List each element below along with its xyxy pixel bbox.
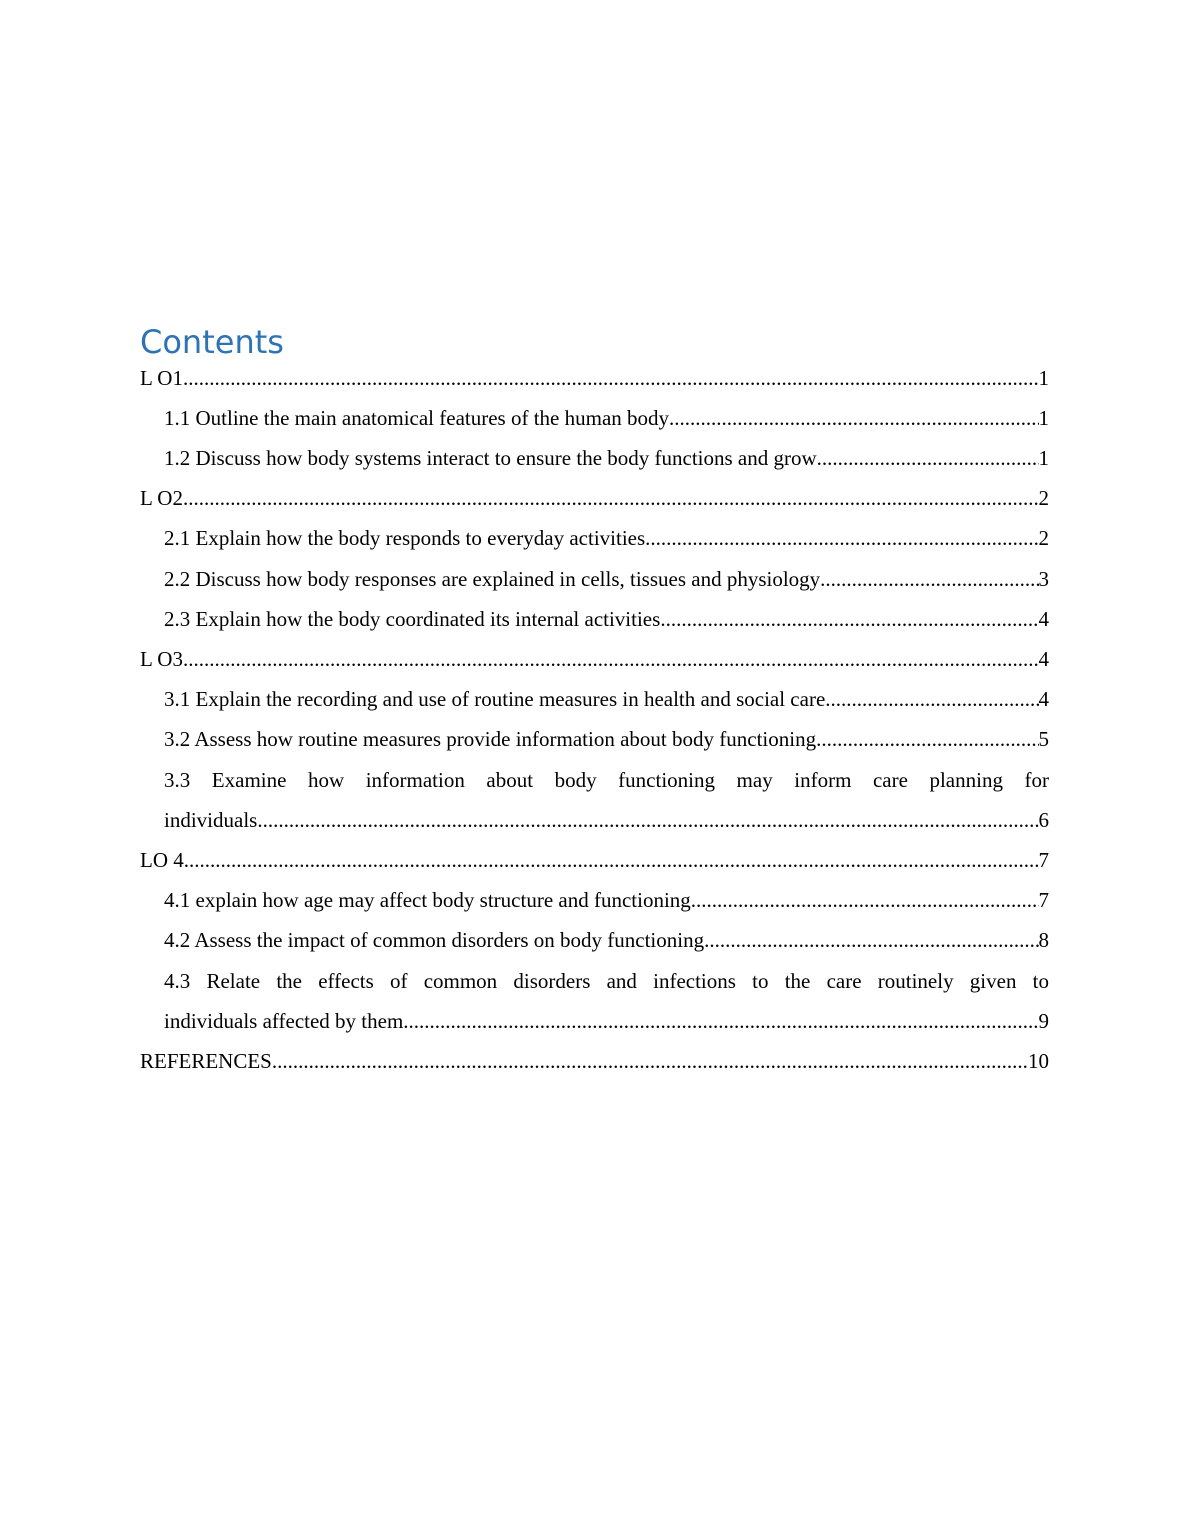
toc-entry-text: 1.2 Discuss how body systems interact to ensure the body functions and grow [164, 445, 817, 470]
toc-dot-leader [183, 647, 1039, 672]
toc-dot-leader [183, 486, 1039, 511]
toc-dot-leader [645, 526, 1038, 551]
toc-entry-text-continued: individuals [164, 807, 258, 832]
toc-entry-2-1[interactable] [140, 519, 1049, 559]
toc-entry-text: 4.3 Relate the effects of common disorders and infections to the care routinely given to [164, 968, 1049, 993]
toc-page-number: 9 [1038, 1008, 1049, 1033]
toc-page-number: 7 [1038, 847, 1049, 872]
toc-entry-lo2[interactable] [140, 479, 1049, 519]
toc-dot-leader [817, 446, 1039, 471]
toc-page-number: 5 [1038, 727, 1049, 752]
toc-page-number: 3 [1038, 566, 1049, 591]
table-of-contents [140, 358, 1049, 1081]
toc-dot-leader [820, 567, 1038, 592]
toc-page-number: 1 [1038, 405, 1049, 430]
toc-dot-leader [183, 366, 1039, 391]
toc-entry-text: 4.2 Assess the impact of common disorders on body functioning [164, 928, 705, 953]
toc-entry-text: 4.1 explain how age may affect body structure and functioning [164, 888, 691, 913]
toc-entry-text: 3.2 Assess how routine measures provide information about body functioning [164, 727, 817, 752]
contents-heading: Contents [140, 323, 284, 361]
toc-entry-4-2[interactable] [140, 921, 1049, 961]
toc-entry-2-3[interactable] [140, 599, 1049, 639]
toc-page-number: 1 [1038, 445, 1049, 470]
toc-page-number: 4 [1038, 606, 1049, 631]
toc-entry-text: 2.2 Discuss how body responses are explained in cells, tissues and physiology [164, 566, 821, 591]
toc-page-number: 4 [1038, 646, 1049, 671]
toc-entry-1-1[interactable] [140, 398, 1049, 438]
toc-dot-leader [272, 1049, 1028, 1074]
toc-dot-leader [257, 808, 1038, 833]
toc-entry-lo3[interactable] [140, 639, 1049, 679]
toc-entry-text: 2.3 Explain how the body coordinated its internal activities [164, 606, 661, 631]
toc-dot-leader [669, 406, 1038, 431]
toc-page-number: 8 [1038, 928, 1049, 953]
toc-page-number: 10 [1028, 1048, 1049, 1073]
toc-entry-3-3[interactable] [140, 760, 1049, 840]
toc-dot-leader [704, 928, 1038, 953]
toc-entry-text: L O3 [140, 646, 183, 671]
toc-entry-text: 3.3 Examine how information about body functioning may inform care planning for [164, 767, 1049, 792]
toc-entry-text: 3.1 Explain the recording and use of routine measures in health and social care [164, 687, 826, 712]
toc-page-number: 2 [1038, 526, 1049, 551]
toc-page-number: 7 [1038, 888, 1049, 913]
toc-entry-2-2[interactable] [140, 559, 1049, 599]
toc-dot-leader [825, 687, 1038, 712]
toc-page-number: 6 [1038, 807, 1049, 832]
toc-entry-text: LO 4 [140, 847, 184, 872]
toc-entry-4-3[interactable] [140, 961, 1049, 1041]
toc-entry-text-continued: individuals affected by them [164, 1008, 404, 1033]
toc-entry-3-2[interactable] [140, 720, 1049, 760]
toc-entry-1-2[interactable] [140, 438, 1049, 478]
toc-entry-lo1[interactable] [140, 358, 1049, 398]
toc-entry-references[interactable] [140, 1041, 1049, 1081]
toc-entry-4-1[interactable] [140, 880, 1049, 920]
toc-entry-text: 1.1 Outline the main anatomical features of the human body [164, 405, 670, 430]
toc-entry-text: L O1 [140, 365, 183, 390]
toc-dot-leader [184, 848, 1039, 873]
toc-entry-lo4[interactable] [140, 840, 1049, 880]
toc-dot-leader [660, 607, 1038, 632]
toc-entry-text: REFERENCES [140, 1048, 272, 1073]
toc-page-number: 1 [1038, 365, 1049, 390]
toc-page-number: 4 [1038, 687, 1049, 712]
toc-page-number: 2 [1038, 486, 1049, 511]
toc-entry-3-1[interactable] [140, 680, 1049, 720]
toc-dot-leader [691, 888, 1039, 913]
toc-dot-leader [403, 1009, 1038, 1034]
toc-entry-text: L O2 [140, 486, 183, 511]
toc-dot-leader [816, 727, 1038, 752]
toc-entry-text: 2.1 Explain how the body responds to everyday activities [164, 526, 646, 551]
